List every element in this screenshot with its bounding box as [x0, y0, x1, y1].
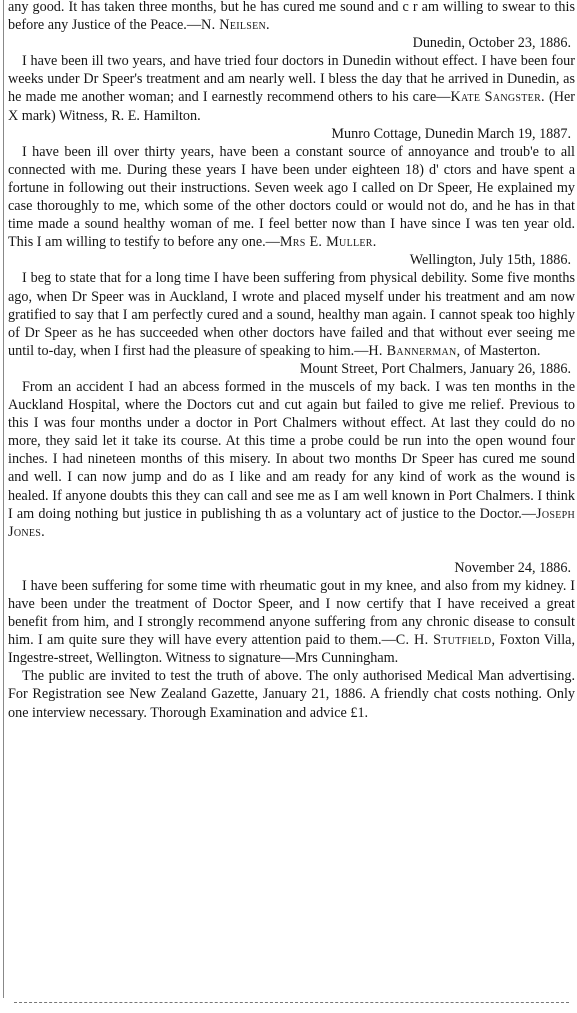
footer-rule — [14, 1002, 569, 1003]
testimonial-header: Munro Cottage, Dunedin March 19, 1887. — [331, 125, 571, 142]
testimonial-column — [8, 0, 575, 722]
testimonial-signature: Joseph Jones. — [8, 505, 575, 540]
testimonial-5 — [8, 577, 575, 667]
testimonial-signature: N. Neilsen. — [201, 17, 270, 34]
testimonial-body: I have been suffering for some time with rheumatic gout in my knee, and also from my kidney. I have been under the treatment of Doctor Speer, and I now certify that I have received a great benefit from him, and I strongly recommend anyone suffering from any chronic disease to consult him. I am quite sure they will have every attention paid to them.— — [8, 577, 575, 649]
testimonial-header: November 24, 1886. — [454, 559, 571, 576]
testimonial-1 — [8, 52, 575, 124]
spacer — [8, 541, 575, 559]
testimonial-body: I beg to state that for a long time I have been suffering from physical debility. Some five months ago, when Dr Speer was in Auckland, I wrote and placed myself under his treatment and am now gratified to say that I am perfectly cured and a sound, healthy man again. I cannot speak too highly of Dr Speer as he has succeeded when other doctors have failed and that without ever seeing me until to-day, when I first had the pleasure of speaking to him.— — [8, 270, 575, 359]
closing-notice: The public are invited to test the truth of above. The only authorised Medical Man advertising. For Registration see New Zealand Gazette, January 21, 1886. A friendly chat costs nothing. Only one interview necessary. Thorough Examination and advice £1. — [8, 668, 575, 721]
testimonial-after: of Masterton. — [460, 342, 541, 359]
testimonial-2 — [8, 143, 575, 252]
testimonial-body: I have been ill two years, and have tried four doctors in Dunedin without effect. I have been four weeks under Dr Speer's treatment and am nearly well. I bless the day that he arrived in Dunedin, as he made me another woman; and I earnestly recommend others to his care— — [8, 53, 575, 106]
testimonial-body: any good. It has taken three months, but he has cured me sound and c r am willing to swear to this before any Justice of the Peace.— — [8, 0, 575, 34]
testimonial-body: I have been ill over thirty years, have been a constant source of annoyance and troub'e to all connected with me. During these years I have been under eighteen 18) d' ctors and have spent a fortune in following out their instructions. Seven week ago I called on Dr Speer, He explained my case thoroughly to me, which some of the other doctors could or would not do, and he has in that time made a sound healthy woman of me. I feel better now than I have since I was ten year old. This I am willing to testify to before any one.— — [8, 143, 575, 251]
testimonial-signature: C. H. Stutfield, — [395, 632, 496, 649]
testimonial-after: Foxton Villa, Ingestre-street, Wellington. Witness to signature—Mrs Cunningham. — [8, 632, 575, 667]
testimonial-header: Mount Street, Port Chalmers, January 26, 1886. — [299, 360, 571, 377]
testimonial-header: Wellington, July 15th, 1886. — [409, 252, 571, 269]
testimonial-0 — [8, 0, 575, 34]
testimonial-signature: Mrs E. Muller. — [279, 234, 377, 251]
testimonial-3 — [8, 269, 575, 359]
testimonial-4 — [8, 378, 575, 541]
column-rule — [3, 0, 4, 998]
testimonial-body: From an accident I had an abcess formed in the muscels of my back. I was ten months in the Auckland Hospital, where the Doctors cut and cut again but failed to give me relief. Previous to this I was four months under a doctor in Port Chalmers without effect. At last they could do no more, they said let it take its course. At this time a probe could be run into the open wound four inches. I had nineteen months of this misery. In about two months Dr Speer has cured me sound and well. I can now jump and do as I like and am ready for any kind of work as the wound is healed. If anyone doubts this they can call and see me as I am well known in Port Chalmers. I think I am doing nothing but justice in publishing th as a voluntary act of justice to the Doctor.— — [8, 378, 575, 522]
testimonial-signature: H. Bannerman, — [368, 342, 461, 359]
testimonial-signature: Kate Sangster. — [450, 89, 545, 106]
testimonial-after: (Her X mark) Witness, R. E. Hamilton. — [8, 89, 575, 124]
testimonial-header: Dunedin, October 23, 1886. — [412, 35, 571, 52]
